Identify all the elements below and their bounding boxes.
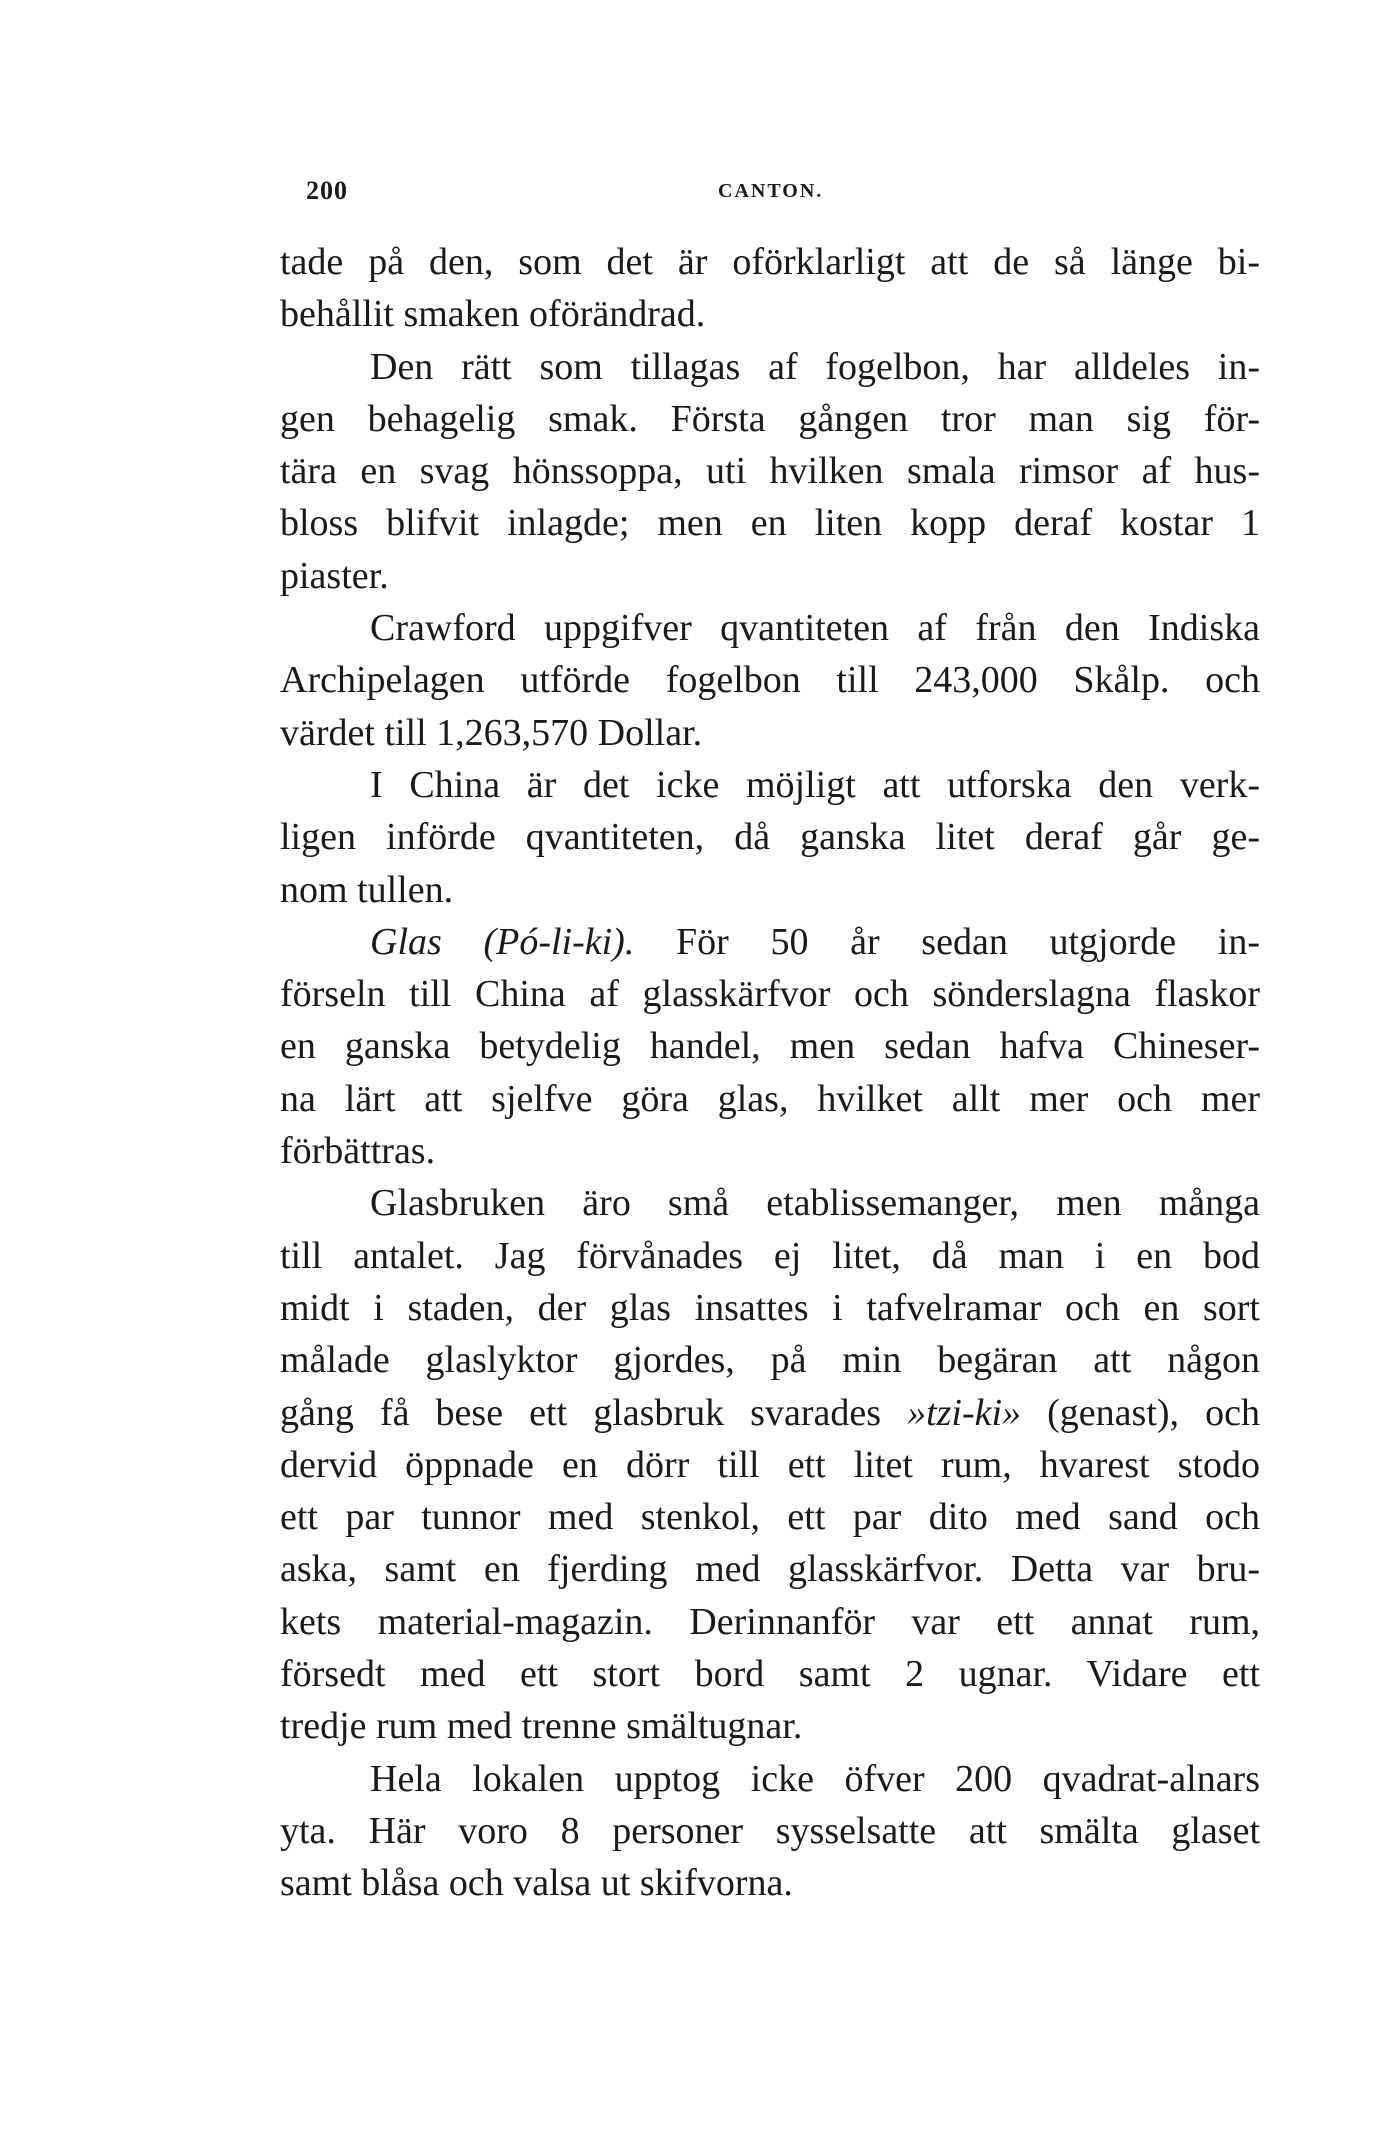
text-line: tära en svag hönssoppa, uti hvilken smala rimsor af hus- (280, 450, 1260, 493)
page-header (270, 176, 1250, 216)
text-line: tade på den, som det är oförklarligt att de så länge bi- (280, 241, 1260, 283)
text-line: Den rätt som tillagas af fogelbon, har alldeles in- (370, 345, 1260, 388)
text-line: värdet till 1,263,570 Dollar. (280, 711, 703, 754)
text-line: dervid öppnade en dörr till ett litet rum, hvarest stodo (280, 1443, 1260, 1486)
text-line: I China är det icke möjligt att utforska den verk- (370, 763, 1260, 806)
text-line: nom tullen. (280, 868, 454, 911)
page-number: 200 (306, 176, 348, 205)
text-line: ett par tunnor med stenkol, ett par dito med sand och (280, 1496, 1260, 1539)
quoted-word: »tzi-ki» (907, 1391, 1022, 1434)
text-line: Glasbruken äro små etablissemanger, men många (370, 1182, 1260, 1225)
text-line: Hela lokalen upptog icke öfver 200 qvadrat-alnars (370, 1757, 1260, 1800)
text-line: Crawford uppgifver qvantiteten af från den Indiska (370, 607, 1260, 650)
text-line: förseln till China af glasskärfvor och sönderslagna flaskor (280, 973, 1260, 1016)
text-line: samt blåsa och valsa ut skifvorna. (280, 1862, 793, 1905)
text-line: behållit smaken oförändrad. (280, 293, 706, 336)
text-line: midt i staden, der glas insattes i tafvelramar och en sort (280, 1286, 1260, 1329)
text-line: gen behagelig smak. Första gången tror man sig för- (280, 397, 1260, 440)
text-line: na lärt att sjelfve göra glas, hvilket allt mer och mer (280, 1077, 1260, 1120)
text-line: piaster. (280, 554, 389, 597)
text-line: aska, samt en fjerding med glasskärfvor. Detta var bru- (280, 1548, 1260, 1591)
text-line: yta. Här voro 8 personer sysselsatte att smälta glaset (280, 1809, 1260, 1852)
section-heading-glas: Glas (Pó-li-ki). (370, 920, 635, 963)
body-text (280, 236, 1260, 1910)
text-line: bloss blifvit inlagde; men en liten kopp deraf kostar 1 (280, 502, 1260, 545)
text-line: försedt med ett stort bord samt 2 ugnar. Vidare ett (280, 1653, 1260, 1696)
text-line: till antalet. Jag förvånades ej litet, då man i en bod (280, 1234, 1260, 1277)
running-head: CANTON. (718, 180, 824, 202)
text-line: målade glaslyktor gjordes, på min begäran att någon (280, 1339, 1260, 1382)
text-line: ligen införde qvantiteten, då ganska litet deraf går ge- (280, 816, 1260, 859)
text-line: Archipelagen utförde fogelbon till 243,000 Skålp. och (280, 659, 1260, 702)
text-line: gång få bese ett glasbruk svarades »tzi-ki» (genast), och (280, 1391, 1260, 1434)
text-line: förbättras. (280, 1130, 436, 1173)
text-line: tredje rum med trenne smältugnar. (280, 1705, 803, 1748)
text-line: Glas (Pó-li-ki). För 50 år sedan utgjorde in- (370, 920, 1260, 963)
text-line: en ganska betydelig handel, men sedan hafva Chineser- (280, 1025, 1260, 1068)
text-line: kets material-magazin. Derinnanför var ett annat rum, (280, 1600, 1260, 1643)
